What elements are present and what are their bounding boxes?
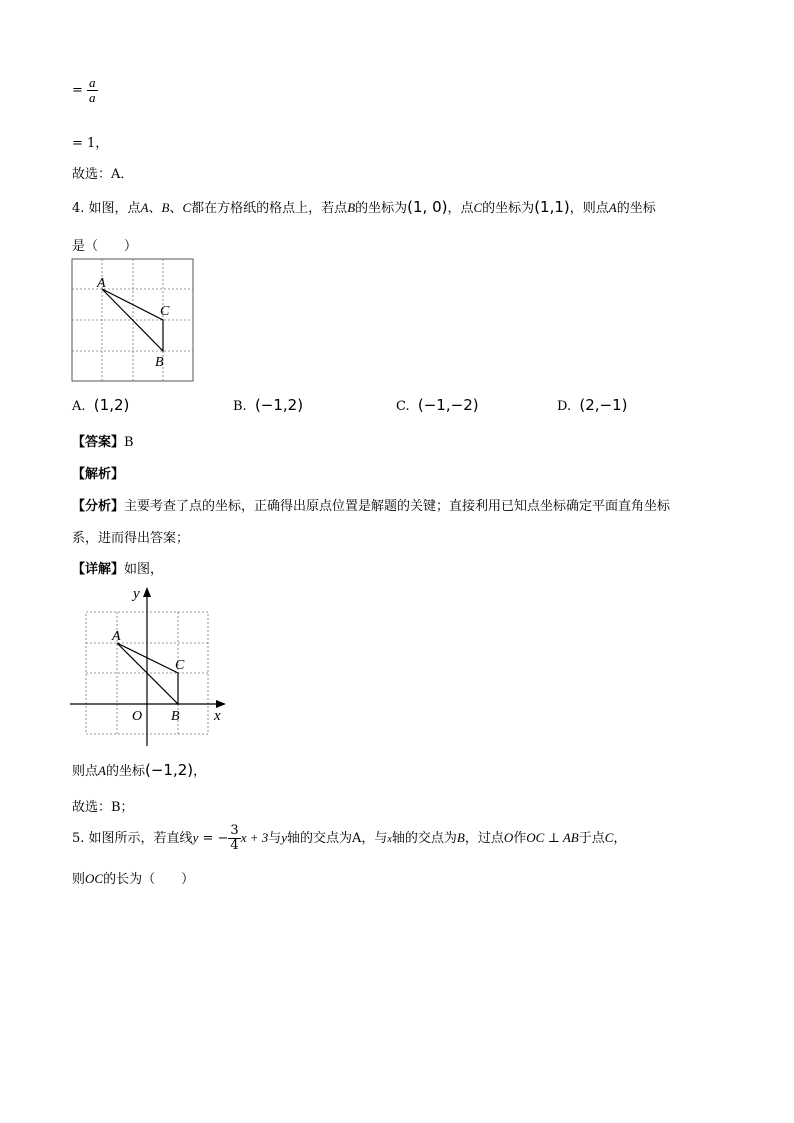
point-a-label: A <box>98 763 106 778</box>
q4-coordinate-figure <box>68 582 232 748</box>
var-y: y <box>281 830 288 845</box>
answer-tag: 【答案】 <box>72 435 125 450</box>
option-value: (−1,2) <box>254 396 304 414</box>
point-a-label: A <box>608 200 617 215</box>
option-a[interactable] <box>72 396 129 414</box>
coord-c: (1,1) <box>534 198 570 216</box>
fenxi-line1 <box>72 495 670 514</box>
q4-text: ，点 <box>447 201 474 216</box>
fraction-a-over-a <box>87 76 98 105</box>
fig2-label-c: C <box>175 658 185 673</box>
q4-stem-line1 <box>72 197 656 216</box>
result-line <box>72 760 206 779</box>
q5-number: 5. <box>72 831 89 846</box>
fig2-label-y: y <box>133 586 140 602</box>
fig2-label-o: O <box>132 709 143 724</box>
segment-oc: OC <box>85 871 104 886</box>
fig2-label-b: B <box>171 709 180 724</box>
option-c[interactable] <box>396 396 479 414</box>
point-c-label: C <box>473 200 483 215</box>
result-text: ， <box>193 764 207 779</box>
q4-text: ，则点 <box>569 201 609 216</box>
choose-line: 故选：B； <box>72 800 134 815</box>
fraction-numerator: 3 <box>230 823 239 838</box>
fig2-label-x: x <box>214 708 221 724</box>
xiangjie-text: 如图， <box>124 562 164 577</box>
point-b-label: B <box>347 200 356 215</box>
separator: 、 <box>148 201 162 216</box>
result-text: 的坐标 <box>105 764 145 779</box>
equation-part: x + 3 <box>240 830 269 845</box>
point-a-label: A <box>140 200 149 215</box>
point-o-label: O <box>503 830 514 845</box>
fenxi-text: 主要考查了点的坐标，正确得出原点位置是解题的关键；直接利用已知点坐标确定平面直角坐标 <box>124 499 671 514</box>
fig1-label-c: C <box>160 304 170 319</box>
equals-one-line: = 1， <box>72 136 109 151</box>
fig1-label-b: B <box>155 355 164 370</box>
fig1-label-a: A <box>97 276 106 291</box>
option-d[interactable] <box>557 396 628 414</box>
fraction-numerator: a <box>89 75 96 90</box>
q4-stem-line2: 是（ ） <box>72 239 138 254</box>
q5-text: ，过点 <box>464 831 504 846</box>
q4-text: 都在方格纸的格点上，若点 <box>191 201 348 216</box>
fenxi-tag: 【分析】 <box>72 499 125 514</box>
q4-number: 4. <box>72 201 89 216</box>
option-value: (−1,−2) <box>417 396 479 414</box>
xiangjie-line <box>72 558 163 577</box>
analysis-tag: 【解析】 <box>72 467 125 482</box>
equals-sign: = <box>72 83 83 98</box>
q4-text: 的坐标为 <box>482 201 535 216</box>
q5-text: 的长为（ ） <box>103 872 195 887</box>
q5-text: 与 <box>268 831 282 846</box>
q4-text: 的坐标 <box>616 201 656 216</box>
x-axis-arrow <box>216 700 226 708</box>
option-letter: D. <box>557 399 572 414</box>
q5-text: 作 <box>513 831 527 846</box>
q4-text: 的坐标为 <box>355 201 408 216</box>
q5-text: 于点 <box>578 831 605 846</box>
q5-text: 如图所示，若直线 <box>88 831 193 846</box>
point-b-label: B <box>161 200 170 215</box>
q4-grid-figure <box>71 258 195 384</box>
q5-text: 则 <box>72 872 86 887</box>
option-letter: C. <box>396 399 410 414</box>
var-x: x <box>387 834 392 845</box>
fraction-denominator: 4 <box>230 838 239 853</box>
q5-stem-line2 <box>72 868 194 887</box>
perpendicular-expr: OC ⊥ AB <box>526 830 579 845</box>
fig2-label-a: A <box>112 629 121 644</box>
fenxi-line2: 系，进而得出答案； <box>72 531 190 546</box>
xiangjie-tag: 【详解】 <box>72 562 125 577</box>
answer-line <box>72 431 134 450</box>
separator: 、 <box>169 201 183 216</box>
fraction-line <box>72 76 98 105</box>
y-axis-arrow <box>143 587 151 597</box>
option-letter: A. <box>72 399 86 414</box>
q5-text: 轴的交点为A，与 <box>287 831 388 846</box>
fraction-3-4 <box>228 824 240 853</box>
q5-text: ， <box>613 831 627 846</box>
fraction-denominator: a <box>89 90 96 105</box>
point-c-label: C <box>604 830 614 845</box>
option-value: (2,−1) <box>579 396 628 414</box>
prev-choice-line: 故选：A． <box>72 167 134 182</box>
q4-text: 如图，点 <box>88 201 141 216</box>
option-b[interactable] <box>233 396 303 414</box>
result-text: 则点 <box>72 764 99 779</box>
coord-b: (1, 0) <box>407 198 448 216</box>
var-y: y <box>192 830 199 845</box>
option-letter: B. <box>233 399 247 414</box>
q5-stem-line1 <box>72 824 626 853</box>
option-value: (1,2) <box>93 396 130 414</box>
answer-value: B <box>124 435 134 450</box>
point-c-label: C <box>182 200 192 215</box>
point-b-label: B <box>456 830 465 845</box>
equation-part: = − <box>198 831 229 846</box>
q5-text: 轴的交点为 <box>391 831 457 846</box>
result-coord: (−1,2) <box>144 761 194 779</box>
